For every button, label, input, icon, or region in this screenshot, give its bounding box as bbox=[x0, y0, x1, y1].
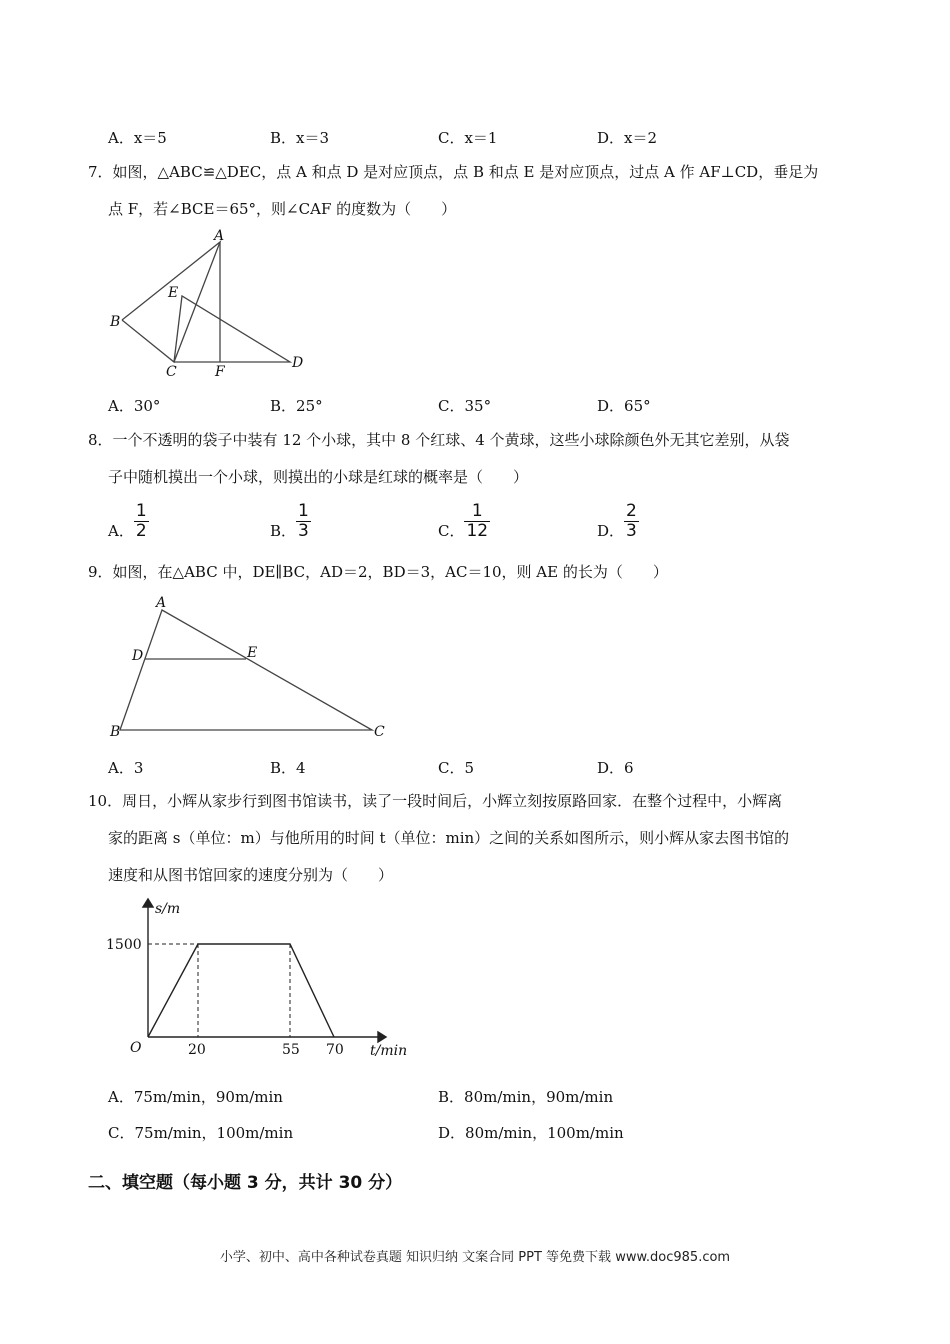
q8-stem-line1: 8．一个不透明的袋子中装有 12 个小球，其中 8 个红球、4 个黄球，这些小球除颜色外无其它差别，从袋 bbox=[88, 431, 790, 449]
q9-label-a: A bbox=[156, 595, 167, 611]
q9-label-d: D bbox=[132, 648, 144, 664]
page-footer: 小学、初中、高中各种试卷真题 知识归纳 文案合同 PPT 等免费下载 www.doc985.com bbox=[219, 1250, 731, 1265]
q10-stem-line3: 速度和从图书馆回家的速度分别为（ ） bbox=[108, 866, 394, 884]
q10-option-a: A．75m/min，90m/min bbox=[108, 1088, 283, 1106]
q8-option-d: D． $\frac{2}{3}$ bbox=[597, 501, 637, 541]
q9-option-c: C．5 bbox=[438, 759, 475, 777]
q6-option-d: D．x＝2 bbox=[597, 129, 658, 147]
q9-label-e: E bbox=[247, 645, 258, 661]
q9-label-b: B bbox=[110, 724, 121, 740]
q9-figure bbox=[100, 590, 400, 746]
q10-option-c: C．75m/min，100m/min bbox=[108, 1124, 294, 1142]
q7-option-d: D．65° bbox=[597, 397, 651, 415]
q7-stem-line2: 点 F，若∠BCE＝65°，则∠CAF 的度数为（ ） bbox=[108, 200, 457, 218]
q7-option-b: B．25° bbox=[270, 397, 323, 415]
q10-x-axis-label: t/min bbox=[370, 1043, 408, 1059]
q7-label-e: E bbox=[168, 285, 179, 301]
q7-label-c: C bbox=[166, 364, 177, 380]
q9-label-c: C bbox=[374, 724, 385, 740]
q10-stem-line1: 10．周日，小辉从家步行到图书馆读书，读了一段时间后，小辉立刻按原路回家．在整个过程中，小辉离 bbox=[88, 792, 783, 810]
q7-option-a: A．30° bbox=[108, 397, 161, 415]
q10-graph bbox=[100, 895, 420, 1065]
q7-label-f: F bbox=[215, 364, 225, 380]
q10-x-tick-55: 55 bbox=[282, 1042, 300, 1058]
q8-stem-line2: 子中随机摸出一个小球，则摸出的小球是红球的概率是（ ） bbox=[108, 468, 529, 486]
q10-stem-line2: 家的距离 s（单位：m）与他所用的时间 t（单位：min）之间的关系如图所示，则小辉从家去图书馆的 bbox=[108, 829, 790, 847]
q6-option-a: A．x＝5 bbox=[108, 129, 167, 147]
q7-stem-line1: 7．如图，△ABC≌△DEC，点 A 和点 D 是对应顶点，点 B 和点 E 是对应顶点，过点 A 作 AF⊥CD，垂足为 bbox=[88, 163, 819, 181]
q9-option-a: A．3 bbox=[108, 759, 144, 777]
q6-option-b: B．x＝3 bbox=[270, 129, 330, 147]
q8-option-b: B． $\frac{1}{3}$ bbox=[270, 501, 309, 541]
q10-y-tick-1500: 1500 bbox=[106, 937, 142, 953]
q9-option-b: B．4 bbox=[270, 759, 306, 777]
q6-option-c: C．x＝1 bbox=[438, 129, 498, 147]
q10-y-axis-label: s/m bbox=[155, 901, 181, 917]
q7-label-b: B bbox=[110, 314, 121, 330]
q8-option-c: C． $\frac{1}{12}$ bbox=[438, 501, 489, 541]
q10-option-b: B．80m/min，90m/min bbox=[438, 1088, 614, 1106]
section2-heading: 二、填空题（每小题 3 分，共计 30 分） bbox=[88, 1173, 403, 1193]
q8-option-a: A． $\frac{1}{2}$ bbox=[108, 501, 147, 541]
q10-origin-label: O bbox=[130, 1040, 142, 1056]
q7-label-d: D bbox=[292, 355, 304, 371]
q7-figure bbox=[100, 226, 320, 380]
q7-option-c: C．35° bbox=[438, 397, 492, 415]
q10-x-tick-20: 20 bbox=[188, 1042, 206, 1058]
q7-label-a: A bbox=[214, 228, 225, 244]
q9-stem-line1: 9．如图，在△ABC 中，DE∥BC，AD＝2，BD＝3，AC＝10，则 AE 的长为（ ） bbox=[88, 563, 668, 581]
q10-x-tick-70: 70 bbox=[326, 1042, 344, 1058]
q9-option-d: D．6 bbox=[597, 759, 634, 777]
q10-option-d: D．80m/min，100m/min bbox=[438, 1124, 624, 1142]
